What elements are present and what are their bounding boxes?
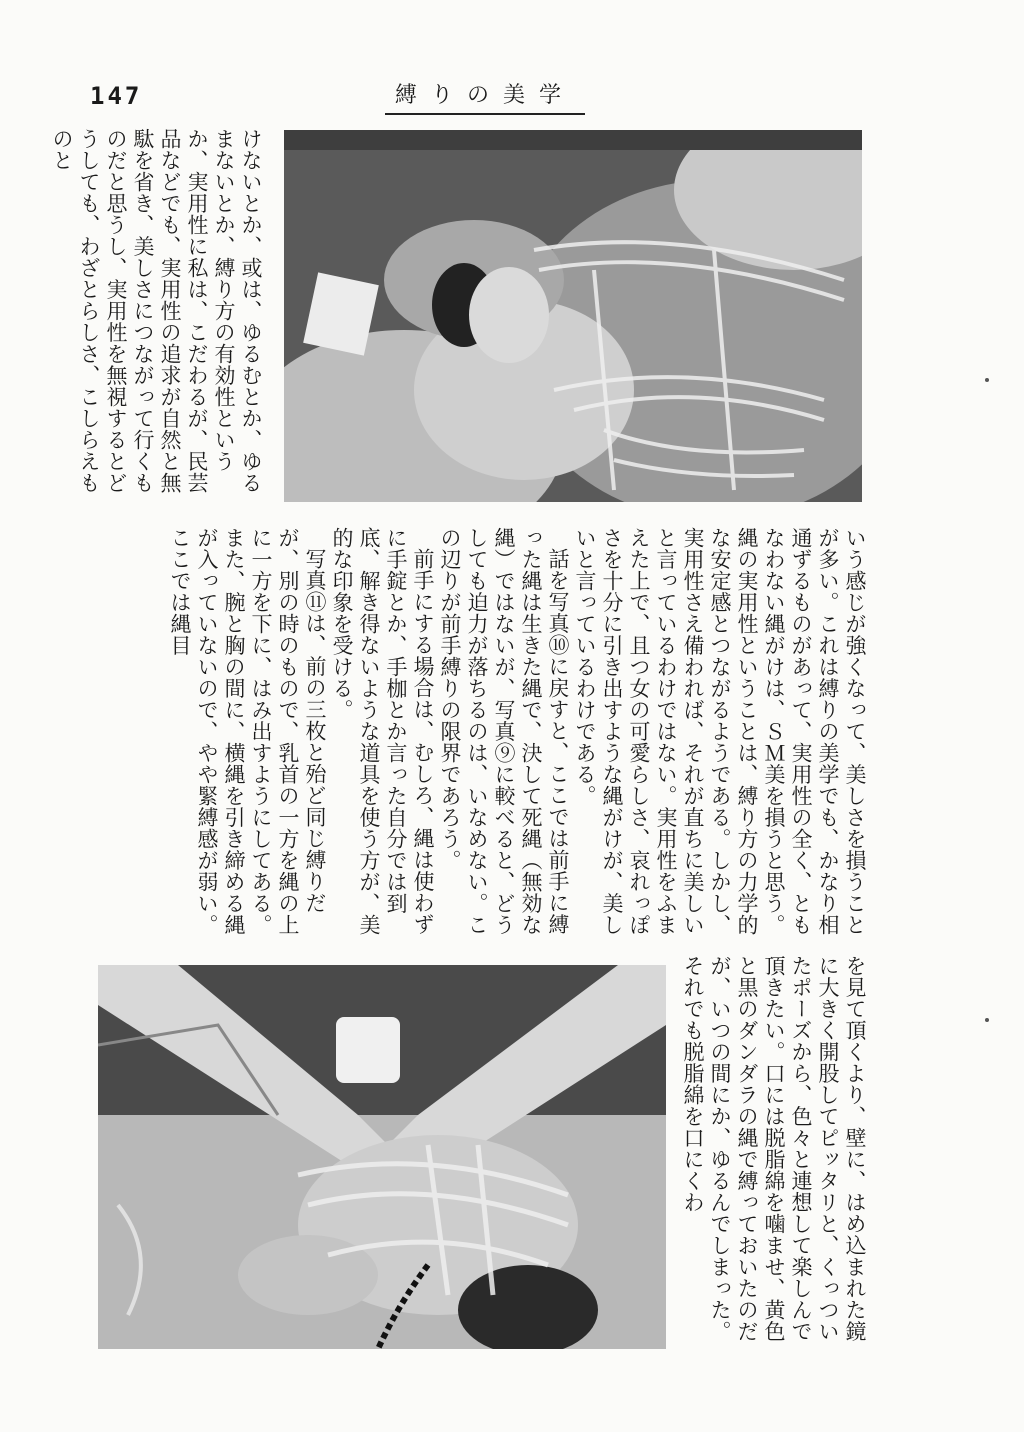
text-column-top-left xyxy=(50,128,264,510)
paragraph: けないとか、或は、ゆるむとか、ゆるまないとか、縛り方の有効性というか、実用性に私は、こだわるが、民芸品などでも、実用性の追求が自然と無駄を省き、美しさにつながって行くものだと思うし、実用性を無視するとどうしても、わざとらしさ、こしらえものと xyxy=(50,128,263,494)
paragraph: 写真⑪は、前の三枚と殆ど同じ縛りだが、別の時のもので、乳首の一方を縄の上に一方を下に、はみ出すようにしてある。また、腕と胸の間に、横縄を引き締める縄が入っていないので、やや緊縛感が弱い。ここでは縄目 xyxy=(168,527,327,936)
paragraph: 前手にする場合は、むしろ、縄は使わずに手錠とか、手枷とか言った自分では到底、解き得ないような道具を使う方が、美的な印象を受ける。 xyxy=(330,527,435,936)
top-photograph-image xyxy=(284,130,862,502)
text-column-middle xyxy=(168,527,868,941)
running-title: 縛りの美学 xyxy=(385,78,585,115)
bottom-photograph xyxy=(98,965,666,1349)
scan-speck xyxy=(985,378,989,382)
paragraph: を見て頂くより、壁に、はめ込まれた鏡に大きく開股してピッタリと、くっついたポーズから、色々と連想して楽しんで頂きたい。口には脱脂綿を噛ませ、黄色と黒のダンダラの縄で縛っておいたのだが、いつの間にか、ゆるんでしまった。それでも脱脂綿を口にくわ xyxy=(681,955,867,1342)
paragraph: いう感じが強くなって、美しさを損うことが多い。これは縛りの美学でも、かなり相通ずるものがあって、実用性の全く、ともなわない縄がけは、ＳＭ美を損うと思う。縄の実用性ということは、縛り方の力学的な安定感とつながるようである。しかし、実用性さえ備われば、それが直ちに美しいと言っているわけではない。実用性をふまえた上で、且つ女の可愛らしさ、哀れっぽさを十分に引き出すような縄がけが、美しいと言っているわけである。 xyxy=(573,527,867,936)
scan-speck xyxy=(985,1018,989,1022)
text-column-bottom-right xyxy=(681,955,868,1355)
paragraph: 話を写真⑩に戻すと、ここでは前手に縛った縄は生きた縄で、決して死縄（無効な縄）ではないが、写真⑨に較べると、どうしても迫力が落ちるのは、いなめない。この辺りが前手縛りの限界であろう。 xyxy=(438,527,570,936)
top-photograph xyxy=(284,130,862,502)
page-number: 147 xyxy=(90,82,143,110)
bottom-photograph-image xyxy=(98,965,666,1349)
